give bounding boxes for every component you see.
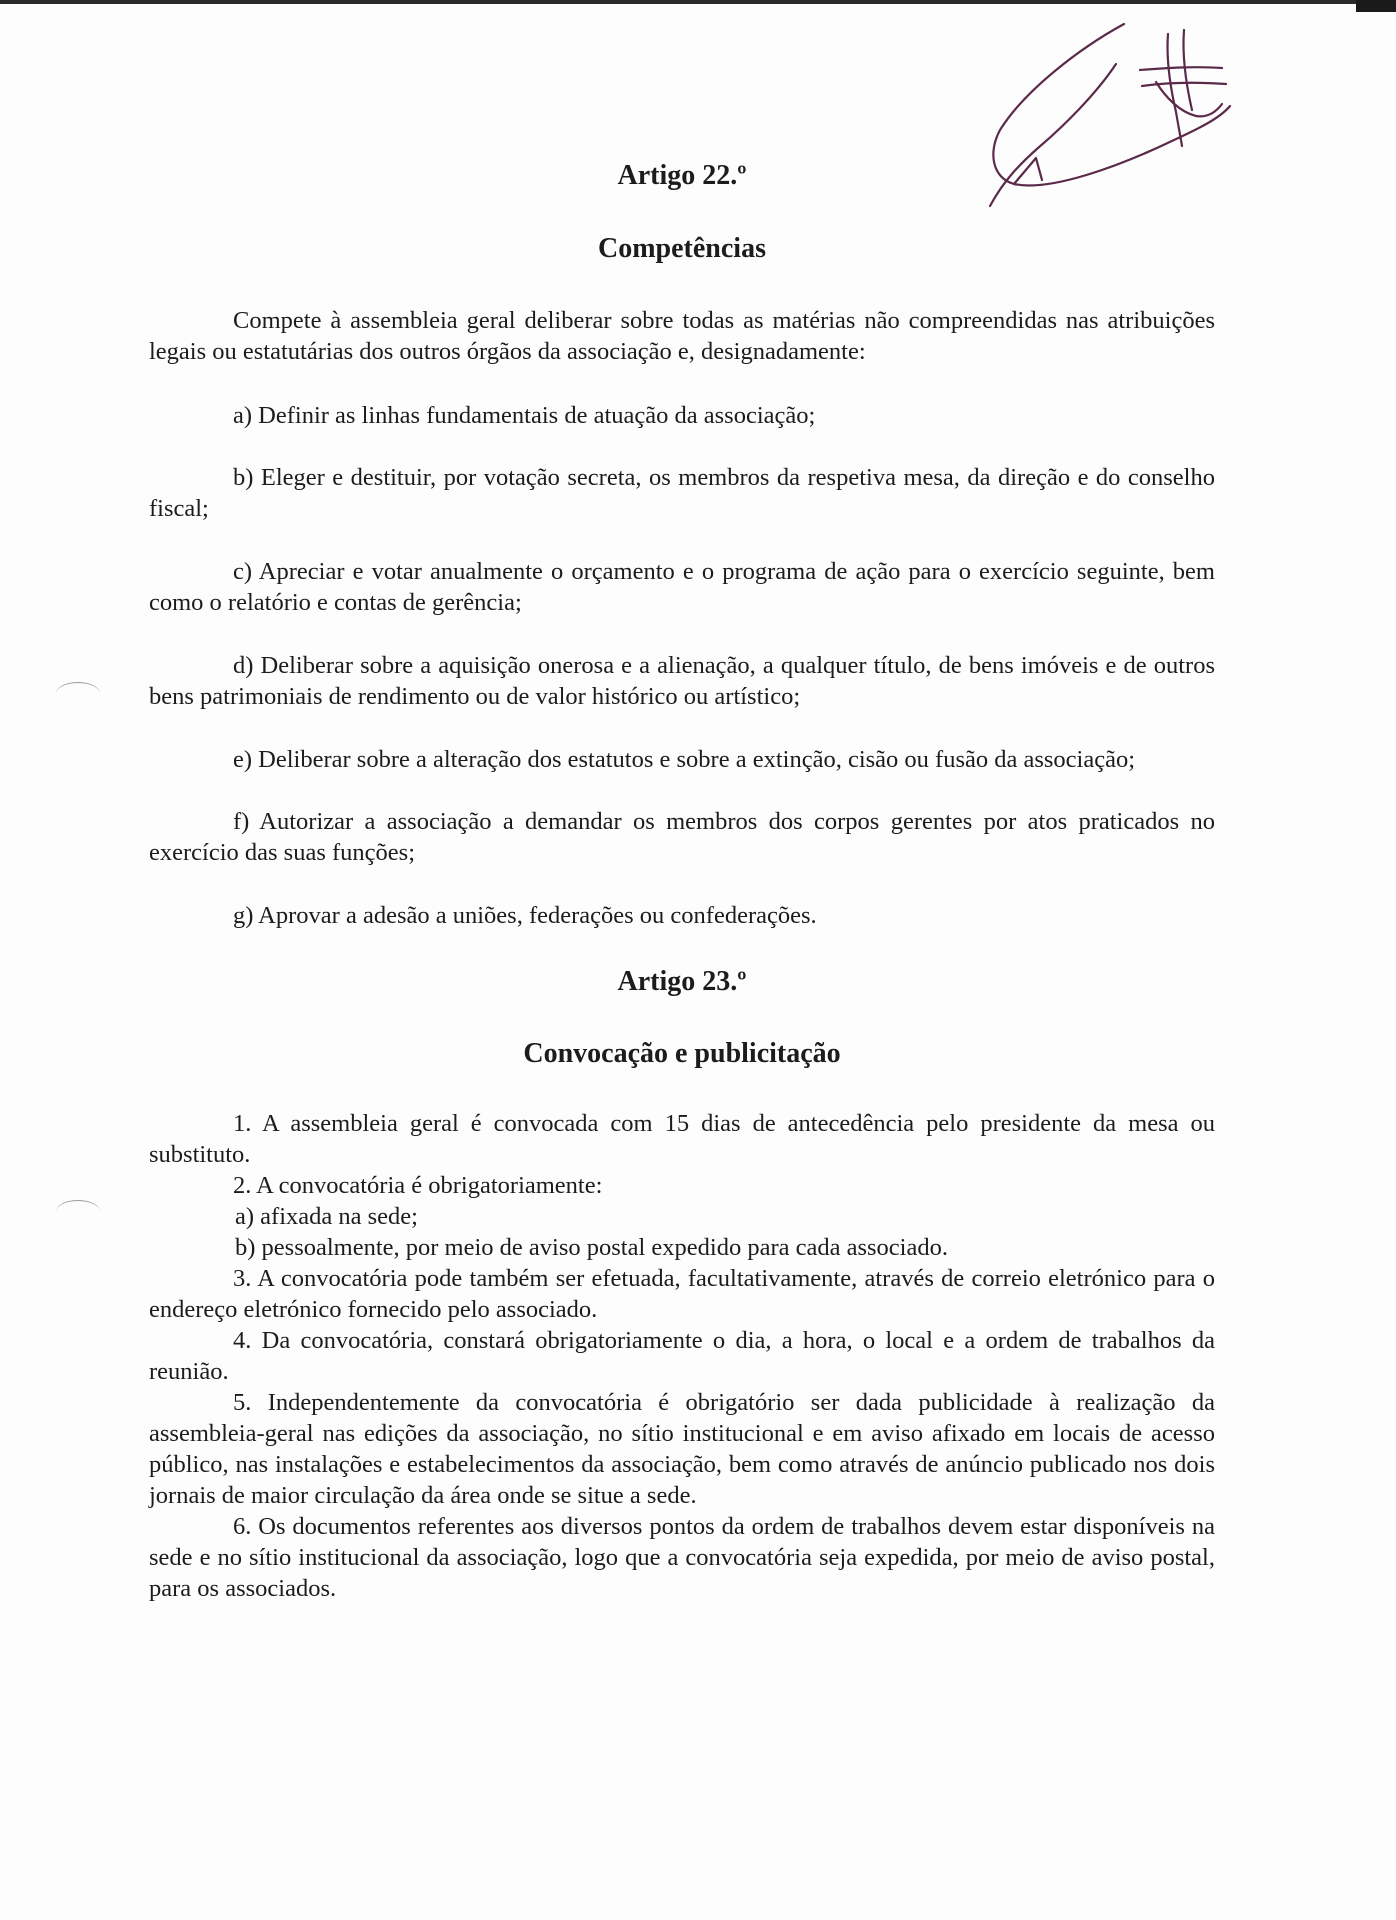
article-23-paragraph-2b: b) pessoalmente, por meio de aviso postal expedido para cada associado. xyxy=(235,1234,948,1261)
initials-stroke-horizontal-2 xyxy=(1142,83,1226,86)
initials-stroke-vertical-2 xyxy=(1183,30,1192,110)
article-23-paragraph-4: 4. Da convocatória, constará obrigatoriamente o dia, a hora, o local e a ordem de trabalhos da reunião. xyxy=(149,1327,1215,1385)
article-22-item-f: f) Autorizar a associação a demandar os membros dos corpos gerentes por atos praticados no exercício das suas funções; xyxy=(149,808,1215,866)
article-23-paragraph-6: 6. Os documentos referentes aos diversos pontos da ordem de trabalhos devem estar disponíveis na sede e no sítio institucional da associação, logo que a convocatória seja expedida, por meio de aviso postal, para os associados. xyxy=(149,1513,1215,1602)
article-22-title: Artigo 22.º xyxy=(617,160,747,191)
article-22-item-g: g) Aprovar a adesão a uniões, federações ou confederações. xyxy=(233,902,817,929)
initials-stroke-horizontal xyxy=(1140,67,1222,70)
initials-stroke-vertical xyxy=(1167,34,1182,146)
signature-mark xyxy=(930,20,1250,230)
article-22-item-d: d) Deliberar sobre a aquisição onerosa e a alienação, a qualquer título, de bens imóveis e de outros bens patrimoniais de rendimento ou de valor histórico ou artístico; xyxy=(149,652,1215,710)
article-22-item-a: a) Definir as linhas fundamentais de atuação da associação; xyxy=(233,402,816,429)
article-23-paragraph-3: 3. A convocatória pode também ser efetuada, facultativamente, através de correio eletrónico para o endereço eletrónico fornecido pelo associado. xyxy=(149,1265,1215,1323)
scan-edge-top xyxy=(0,0,1396,4)
article-23-title: Artigo 23.º xyxy=(617,966,747,997)
scan-edge-corner xyxy=(1356,0,1396,12)
article-22-subtitle: Competências xyxy=(598,233,766,264)
article-22-item-c: c) Apreciar e votar anualmente o orçamento e o programa de ação para o exercício seguinte, bem como o relatório e contas de gerência; xyxy=(149,558,1215,616)
article-23-paragraph-1: 1. A assembleia geral é convocada com 15 dias de antecedência pelo presidente da mesa ou substituto. xyxy=(149,1110,1215,1168)
article-23-paragraph-5: 5. Independentemente da convocatória é obrigatório ser dada publicidade à realização da assembleia-geral nas edições da associação, no sítio institucional e em aviso afixado em locais de acesso público, nas instalações e estabelecimentos da associação, bem como através de anúncio publicado nos dois jornais de maior circulação da área onde se situe a sede. xyxy=(149,1389,1215,1509)
article-22-item-b: b) Eleger e destituir, por votação secreta, os membros da respetiva mesa, da direção e do conselho fiscal; xyxy=(149,464,1215,522)
article-23-paragraph-2a: a) afixada na sede; xyxy=(235,1203,418,1230)
scan-mark-left-lower xyxy=(56,1200,100,1223)
article-23-paragraph-2: 2. A convocatória é obrigatoriamente: xyxy=(233,1172,603,1199)
scan-mark-left-upper xyxy=(56,682,100,705)
article-22-item-e: e) Deliberar sobre a alteração dos estatutos e sobre a extinção, cisão ou fusão da associação; xyxy=(233,746,1136,773)
article-22-intro: Compete à assembleia geral deliberar sobre todas as matérias não compreendidas nas atribuições legais ou estatutárias dos outros órgãos da associação e, designadamente: xyxy=(149,307,1215,365)
article-23-subtitle: Convocação e publicitação xyxy=(523,1038,841,1069)
